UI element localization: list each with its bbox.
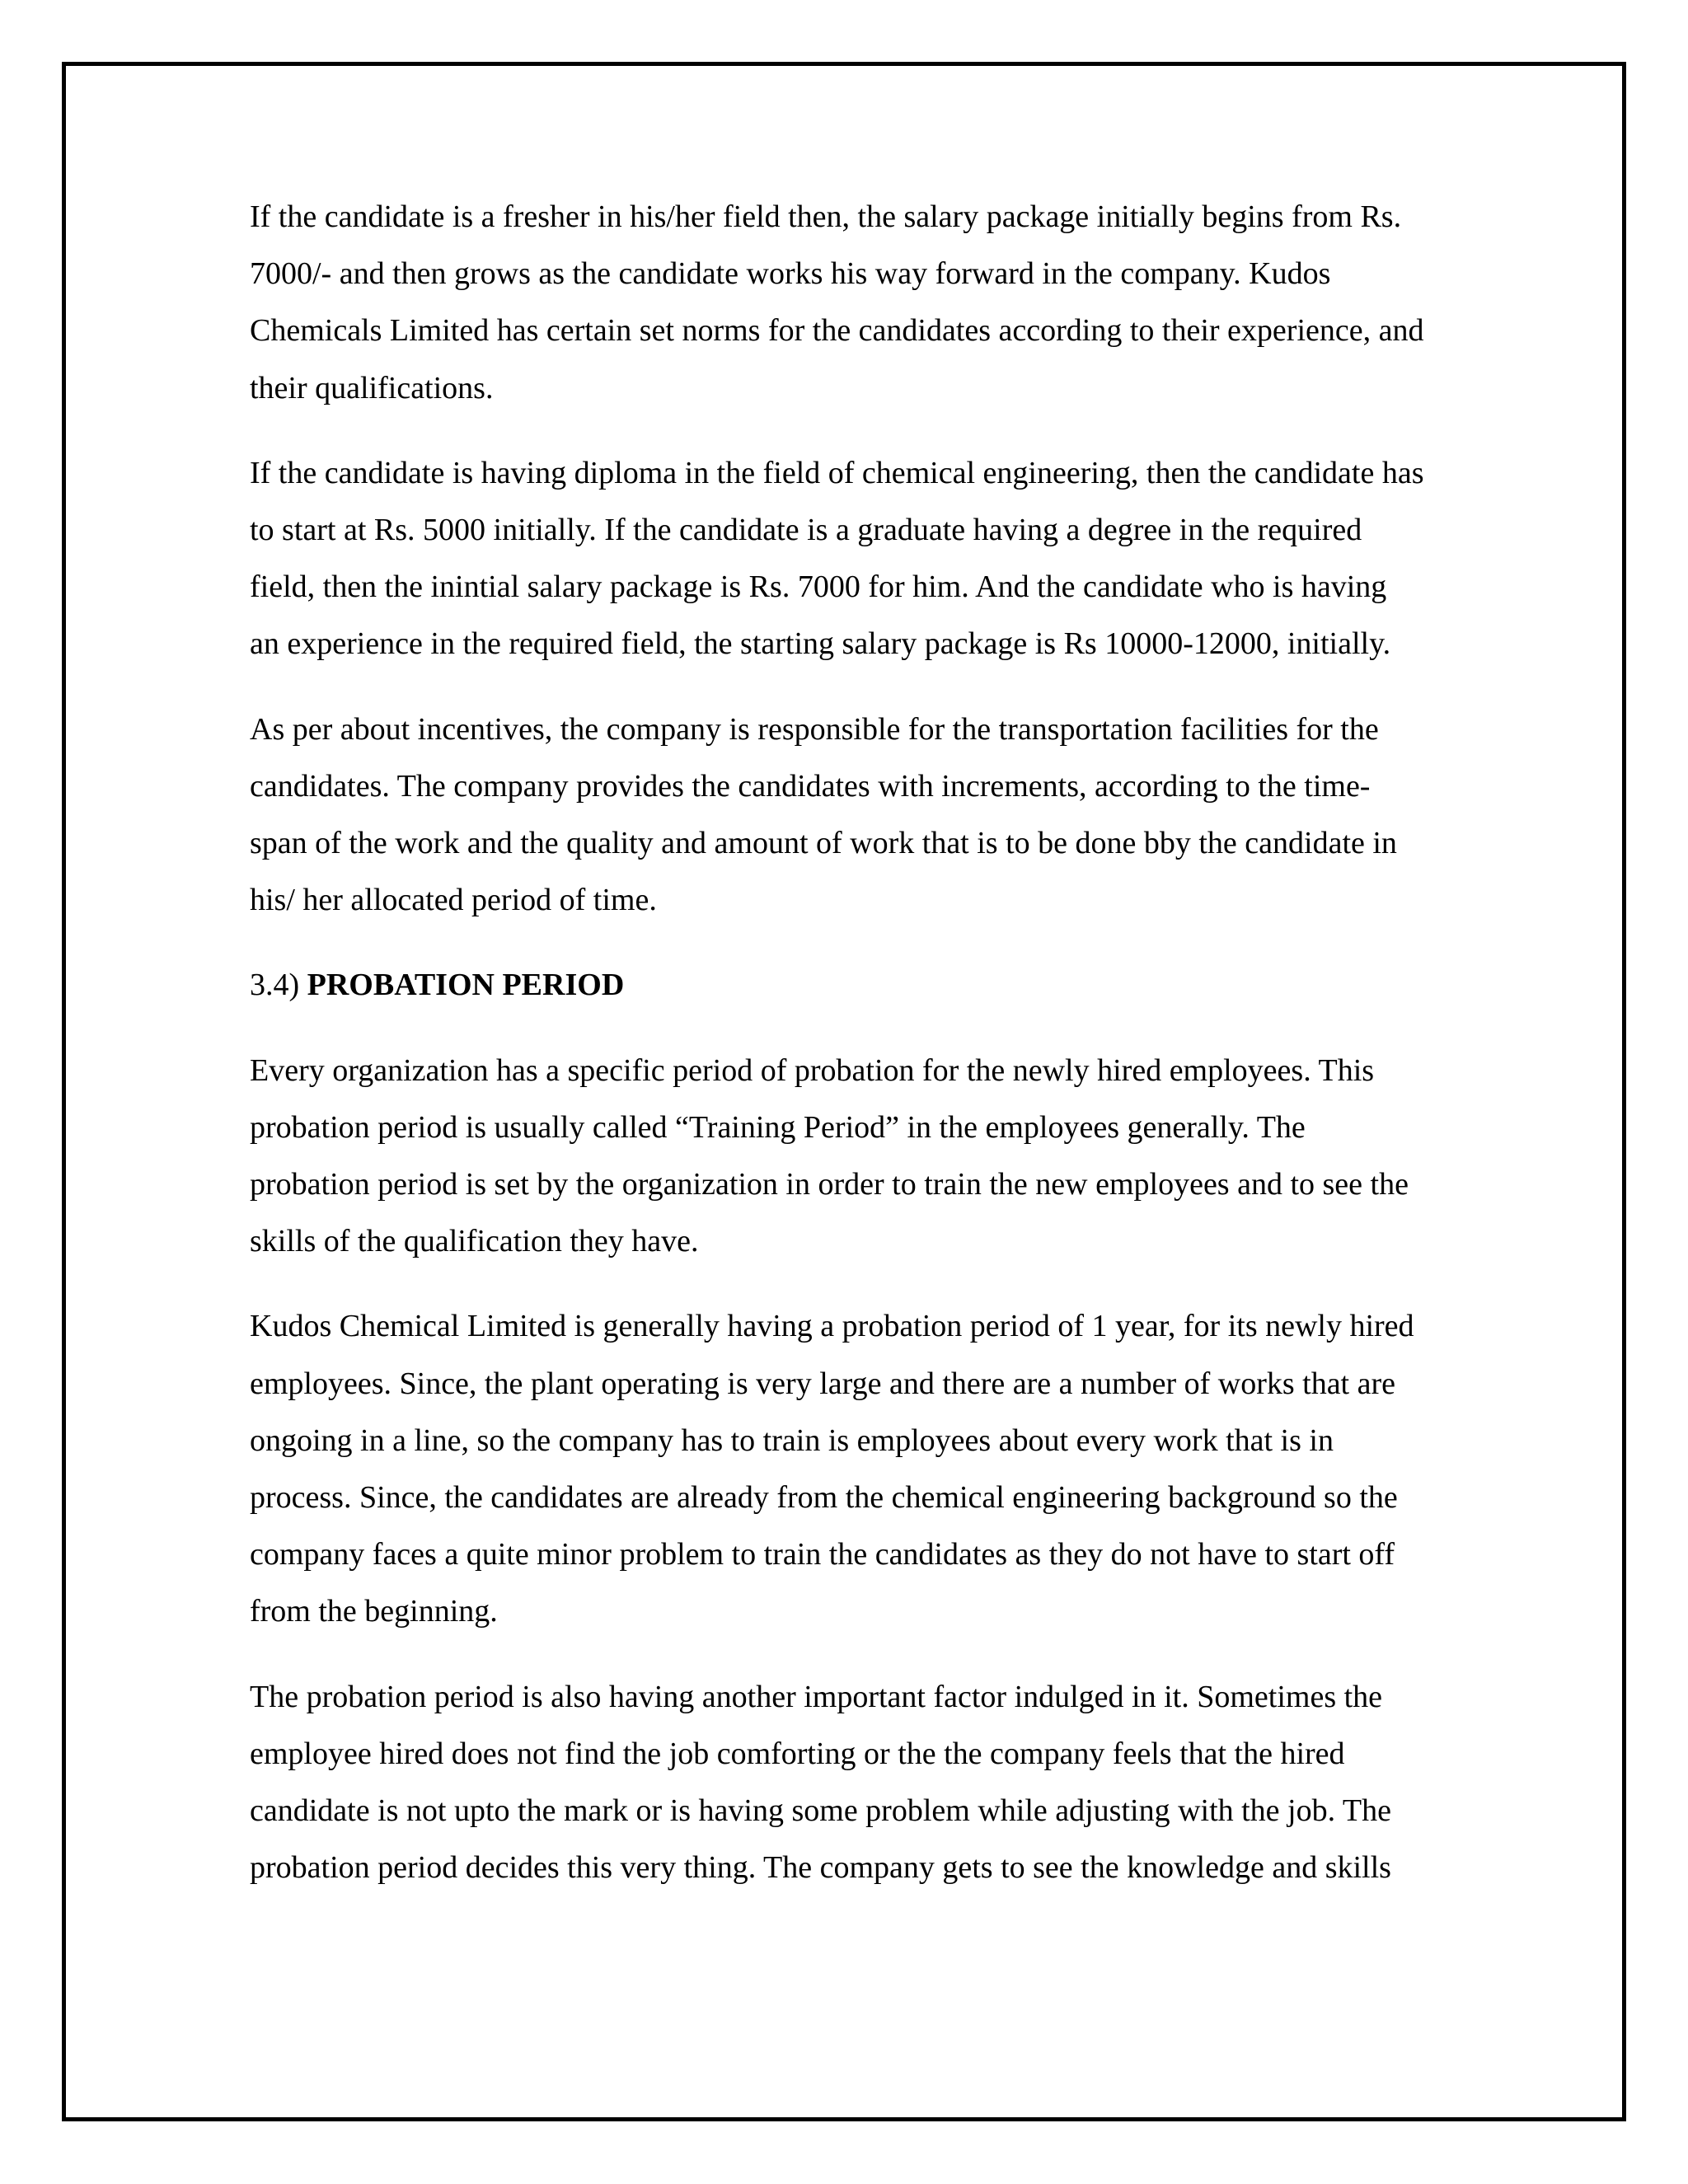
paragraph-probation-factor — [250, 1669, 1503, 1897]
text-line: ongoing in a line, so the company has to train is employees about every work that is in — [250, 1422, 1334, 1458]
text-line: 7000/- and then grows as the candidate works his way forward in the company. Kudos — [250, 256, 1331, 292]
text-line: from the beginning. — [250, 1594, 498, 1629]
text-line: an experience in the required field, the starting salary package is Rs 10000-12000, initially. — [250, 626, 1391, 662]
text-line: Every organization has a specific period of probation for the newly hired employees. This — [250, 1052, 1375, 1088]
text-line: process. Since, the candidates are already from the chemical engineering background so the — [250, 1480, 1398, 1516]
paragraph-probation-intro — [250, 1043, 1503, 1271]
text-line: As per about incentives, the company is responsible for the transportation facilities for the — [250, 711, 1379, 747]
text-line: If the candidate is having diploma in the field of chemical engineering, then the candidate has — [250, 455, 1424, 490]
section-heading — [250, 957, 1503, 1014]
document-body — [250, 189, 1503, 1924]
text-line: his/ her allocated period of time. — [250, 883, 657, 918]
text-line: employees. Since, the plant operating is very large and there are a number of works that are — [250, 1366, 1396, 1401]
paragraph-probation-kudos — [250, 1298, 1503, 1640]
section-title: PROBATION PERIOD — [307, 968, 625, 1003]
text-line: candidates. The company provides the candidates with increments, according to the time- — [250, 768, 1371, 804]
text-line: candidate is not upto the mark or is having some problem while adjusting with the job. The — [250, 1793, 1391, 1829]
text-line: skills of the qualification they have. — [250, 1224, 699, 1259]
text-line: their qualifications. — [250, 370, 494, 405]
text-line: probation period is usually called “Training Period” in the employees generally. The — [250, 1109, 1306, 1145]
text-line: field, then the inintial salary package is Rs. 7000 for him. And the candidate who is having — [250, 569, 1387, 605]
text-line: probation period decides this very thing. The company gets to see the knowledge and skills — [250, 1850, 1391, 1886]
paragraph-salary-qualification — [250, 445, 1503, 673]
text-line: The probation period is also having another important factor indulged in it. Sometimes the — [250, 1679, 1383, 1714]
text-line: employee hired does not find the job comforting or the the company feels that the hired — [250, 1736, 1345, 1771]
text-line: to start at Rs. 5000 initially. If the candidate is a graduate having a degree in the required — [250, 513, 1362, 548]
text-line: Kudos Chemical Limited is generally having a probation period of 1 year, for its newly hired — [250, 1309, 1414, 1344]
paragraph-incentives — [250, 701, 1503, 930]
paragraph-salary-fresher — [250, 189, 1503, 417]
text-line: If the candidate is a fresher in his/her field then, the salary package initially begins from Rs. — [250, 199, 1402, 234]
text-line: Chemicals Limited has certain set norms for the candidates according to their experience, and — [250, 313, 1424, 349]
section-number: 3.4) — [250, 968, 307, 1003]
text-line: probation period is set by the organization in order to train the new employees and to see the — [250, 1167, 1409, 1202]
text-line: span of the work and the quality and amount of work that is to be done bby the candidate in — [250, 826, 1397, 861]
text-line: company faces a quite minor problem to train the candidates as they do not have to start off — [250, 1537, 1395, 1572]
